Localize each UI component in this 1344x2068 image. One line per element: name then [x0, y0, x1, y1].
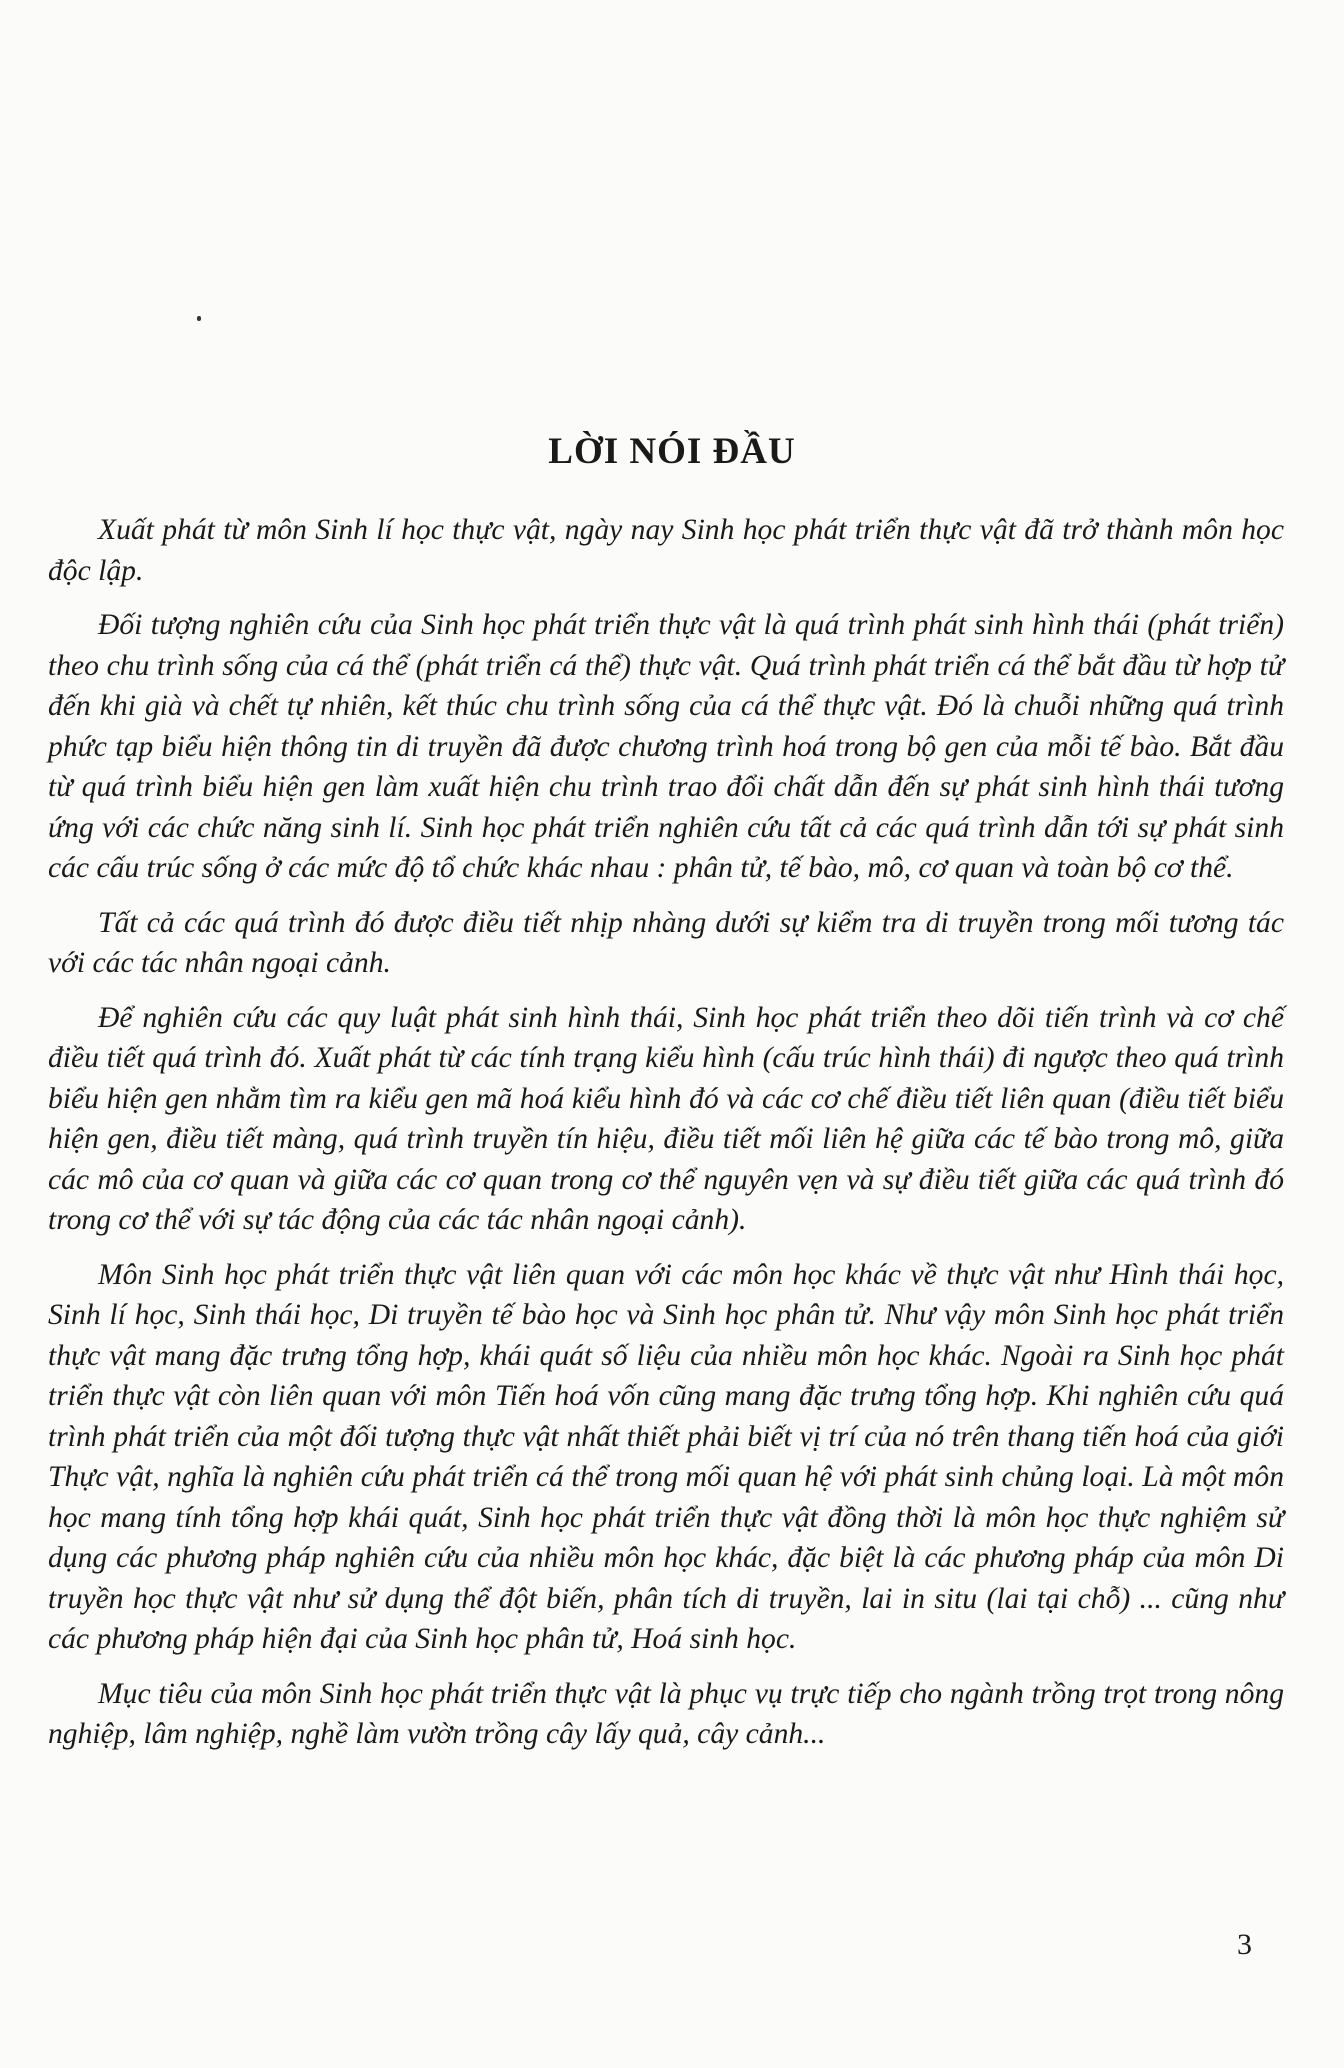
paragraph-2: Đối tượng nghiên cứu của Sinh học phát triển thực vật là quá trình phát sinh hình thái (phát triển) theo chu trình sống của cá thể (phát triển cá thể) thực vật. Quá trình phát triển cá thể bắt đầu từ hợp tử đến khi già và chết tự nhiên, kết thúc chu trình sống của cá thể thực vật. Đó là chuỗi những quá trình phức tạp biểu hiện thông tin di truyền đã được chương trình hoá trong bộ gen của mỗi tế bào. Bắt đầu từ quá trình biểu hiện gen làm xuất hiện chu trình trao đổi chất dẫn đến sự phát sinh hình thái tương ứng với các chức năng sinh lí. Sinh học phát triển nghiên cứu tất cả các quá trình dẫn tới sự phát sinh các cấu trúc sống ở các mức độ tổ chức khác nhau : phân tử, tế bào, mô, cơ quan và toàn bộ cơ thể.: [48, 609, 1284, 884]
paragraph-4: Để nghiên cứu các quy luật phát sinh hình thái, Sinh học phát triển theo dõi tiến trình và cơ chế điều tiết quá trình đó. Xuất phát từ các tính trạng kiểu hình (cấu trúc hình thái) đi ngược theo quá trình biểu hiện gen nhằm tìm ra kiểu gen mã hoá kiểu hình đó và các cơ chế điều tiết liên quan (điều tiết biểu hiện gen, điều tiết màng, quá trình truyền tín hiệu, điều tiết mối liên hệ giữa các tế bào trong mô, giữa các mô của cơ quan và giữa các cơ quan trong cơ thể nguyên vẹn và sự điều tiết giữa các quá trình đó trong cơ thể với sự tác động của các tác nhân ngoại cảnh).: [48, 1001, 1284, 1236]
page-title: LỜI NÓI ĐẦU: [548, 431, 796, 472]
paragraph-6: Mục tiêu của môn Sinh học phát triển thực vật là phục vụ trực tiếp cho ngành trồng trọt trong nông nghiệp, lâm nghiệp, nghề làm vườn trồng cây lấy quả, cây cảnh...: [48, 1677, 1284, 1750]
paragraph-5: Môn Sinh học phát triển thực vật liên quan với các môn học khác về thực vật như Hình thái học, Sinh lí học, Sinh thái học, Di truyền tế bào học và Sinh học phân tử. Như vậy môn Sinh học phát triển thực vật mang đặc trưng tổng hợp, khái quát số liệu của nhiều môn học khác. Ngoài ra Sinh học phát triển thực vật còn liên quan với môn Tiến hoá vốn cũng mang đặc trưng tổng hợp. Khi nghiên cứu quá trình phát triển của một đối tượng thực vật nhất thiết phải biết vị trí của nó trên thang tiến hoá của giới Thực vật, nghĩa là nghiên cứu phát triển cá thể trong mối quan hệ với phát sinh chủng loại. Là một môn học mang tính tổng hợp khái quát, Sinh học phát triển thực vật đồng thời là môn học thực nghiệm sử dụng các phương pháp nghiên cứu của nhiều môn học khác, đặc biệt là các phương pháp của môn Di truyền học thực vật như sử dụng thể đột biến, phân tích di truyền, lai in situ (lai tại chỗ) ... cũng như các phương pháp hiện đại của Sinh học phân tử, Hoá sinh học.: [48, 1258, 1284, 1655]
ink-speck: [197, 316, 201, 321]
paragraph-3: Tất cả các quá trình đó được điều tiết nhịp nhàng dưới sự kiểm tra di truyền trong mối tương tác với các tác nhân ngoại cảnh.: [48, 906, 1284, 979]
preface-body: [48, 510, 1284, 1769]
paragraph-1: Xuất phát từ môn Sinh lí học thực vật, ngày nay Sinh học phát triển thực vật đã trở thành môn học độc lập.: [48, 514, 1284, 587]
page-number: 3: [1237, 1928, 1252, 1961]
